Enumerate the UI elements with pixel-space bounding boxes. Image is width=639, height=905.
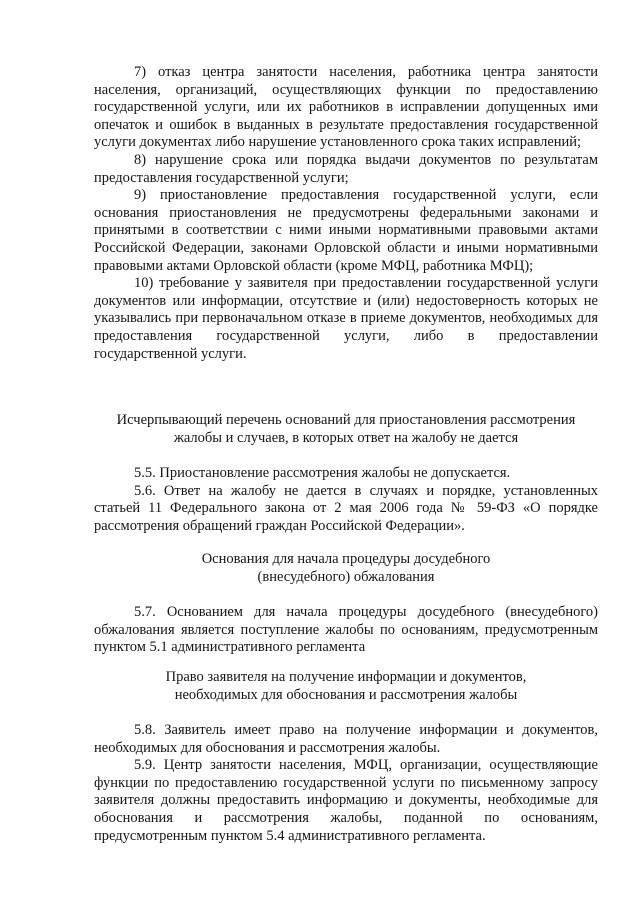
section-heading-grounds xyxy=(94,551,598,586)
list-item-7: 7) отказ центра занятости населения, работника центра занятости населения, организаций, осуществляющих функции по предоставлению государственной услуги, или их работников в исправлении допущенных ими опечаток и ошибок в выданных в результате предоставления государственной услуги документах либо нарушение установленного срока таких исправлений; xyxy=(94,64,598,151)
section-suspension-body xyxy=(94,465,598,535)
paragraph-5-7: 5.7. Основанием для начала процедуры досудебного (внесудебного) обжалования является поступление жалобы по основаниям, предусмотренным пунктом 5.1 административного регламента xyxy=(94,604,598,656)
paragraph-5-9: 5.9. Центр занятости населения, МФЦ, организации, осуществляющие функции по предоставлению государственной услуги по письменному запросу заявителя должны предоставить информацию и документы, необходимые для обоснования и рассмотрения жалобы, поданной по основаниям, предусмотренным пунктом 5.4 административного регламента. xyxy=(94,757,598,844)
paragraph-5-6: 5.6. Ответ на жалобу не дается в случаях и порядке, установленных статьей 11 Федерального закона от 2 мая 2006 года № 59-ФЗ «О порядке рассмотрения обращений граждан Российской Федерации». xyxy=(94,482,598,534)
section-heading-suspension xyxy=(94,412,598,447)
complaint-grounds-list xyxy=(94,64,598,363)
list-item-9: 9) приостановление предоставления государственной услуги, если основания приостановления не предусмотрены федеральными законами и принятыми в соответствии с ними иными нормативными правовыми актами Российской Федерации, законами Орловской области и иными нормативными правовыми актами Орловской области (кроме МФЦ, работника МФЦ); xyxy=(94,187,598,274)
list-item-10: 10) требование у заявителя при предоставлении государственной услуги документов или информации, отсутствие и (или) недостоверность которых не указывались при первоначальном отказе в приеме документов, необходимых для предоставления государственной услуги, либо в предоставлении государственной услуги. xyxy=(94,275,598,362)
section-grounds-body xyxy=(94,604,598,657)
heading-line: жалобы и случаев, в которых ответ на жалобу не дается xyxy=(173,429,519,446)
heading-line: (внесудебного) обжалования xyxy=(257,568,435,585)
heading-line: Основания для начала процедуры досудебного xyxy=(201,551,491,567)
section-rights-body xyxy=(94,722,598,845)
heading-line: Право заявителя на получение информации и документов, xyxy=(165,669,527,685)
heading-line: необходимых для обоснования и рассмотрения жалобы xyxy=(174,686,518,703)
heading-line: Исчерпывающий перечень оснований для приостановления рассмотрения xyxy=(116,412,576,428)
section-heading-rights xyxy=(94,669,598,704)
list-item-8: 8) нарушение срока или порядка выдачи документов по результатам предоставления государственной услуги; xyxy=(94,151,598,186)
paragraph-5-8: 5.8. Заявитель имеет право на получение информации и документов, необходимых для обоснования и рассмотрения жалобы. xyxy=(94,722,598,756)
paragraph-5-5: 5.5. Приостановление рассмотрения жалобы не допускается. xyxy=(134,465,511,481)
